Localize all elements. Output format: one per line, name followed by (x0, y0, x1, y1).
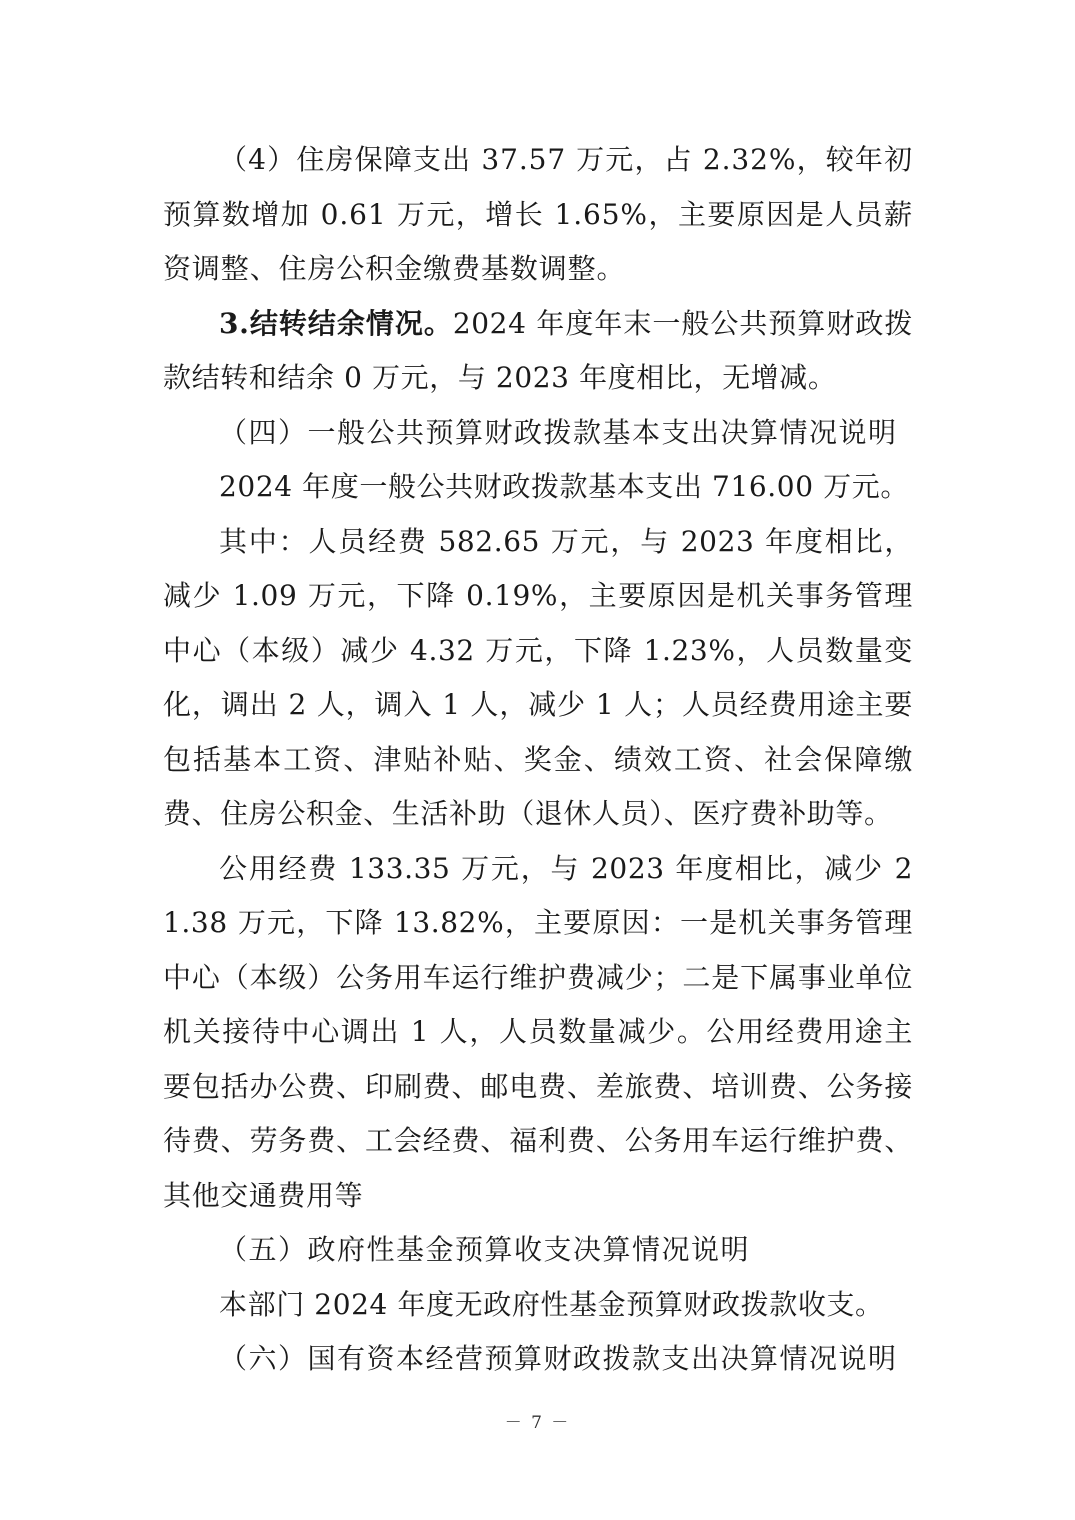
paragraph-carryover-balance (163, 297, 913, 406)
section-heading-government-fund: （五）政府性基金预算收支决算情况说明 (219, 1233, 751, 1266)
paragraph-housing-expenditure (163, 133, 913, 297)
section-heading-basic-expenditure: （四）一般公共预算财政拨款基本支出决算情况说明 (219, 415, 898, 449)
paragraph-government-fund (163, 1278, 913, 1333)
paragraph-text: 本部门 2024 年度无政府性基金预算财政拨款收支。 (219, 1287, 884, 1321)
paragraph-public-expenses (163, 842, 913, 1224)
section-heading-state-capital: （六）国有资本经营预算财政拨款支出决算情况说明 (219, 1342, 898, 1375)
paragraph-text: 其中：人员经费 582.65 万元，与 2023 年度相比，减少 1.09 万元，下降 0.19%，主要原因是机关事务管理中心（本级）减少 4.32 万元，下降 1.23%，人员数量变化，调出 2 人，调入 1 人，减少 1 人；人员经费用途主要包括基本工资、津贴补贴、奖金、绩效工资、社会保障缴费、住房公积金、生活补助（退休人员）、医疗费补助等。 (163, 524, 913, 830)
paragraph-text: （4）住房保障支出 37.57 万元，占 2.32%，较年初预算数增加 0.61 万元，增长 1.65%，主要原因是人员薪资调整、住房公积金缴费基数调整。 (163, 143, 913, 285)
paragraph-personnel-expenses (163, 515, 913, 842)
paragraph-basic-expenditure-total (163, 460, 913, 515)
paragraph-text: 2024 年度年末一般公共预算财政拨款结转和结余 0 万元，与 2023 年度相比，无增减。 (163, 306, 913, 394)
paragraph-lead-heading: 3.结转结余情况。 (219, 306, 453, 340)
document-body (163, 133, 913, 1387)
page-number: － 7 － (504, 1413, 571, 1433)
paragraph-text: 公用经费 133.35 万元，与 2023 年度相比，减少 21.38 万元，下降 13.82%，主要原因：一是机关事务管理中心（本级）公务用车运行维护费减少；二是下属事业单位机关接待中心调出 1 人，人员数量减少。公用经费用途主要包括办公费、印刷费、邮电费、差旅费、培训费、公务接待费、劳务费、工会经费、福利费、公务用车运行维护费、其他交通费用等 (163, 851, 913, 1212)
paragraph-text: 2024 年度一般公共财政拨款基本支出 716.00 万元。 (219, 470, 909, 503)
